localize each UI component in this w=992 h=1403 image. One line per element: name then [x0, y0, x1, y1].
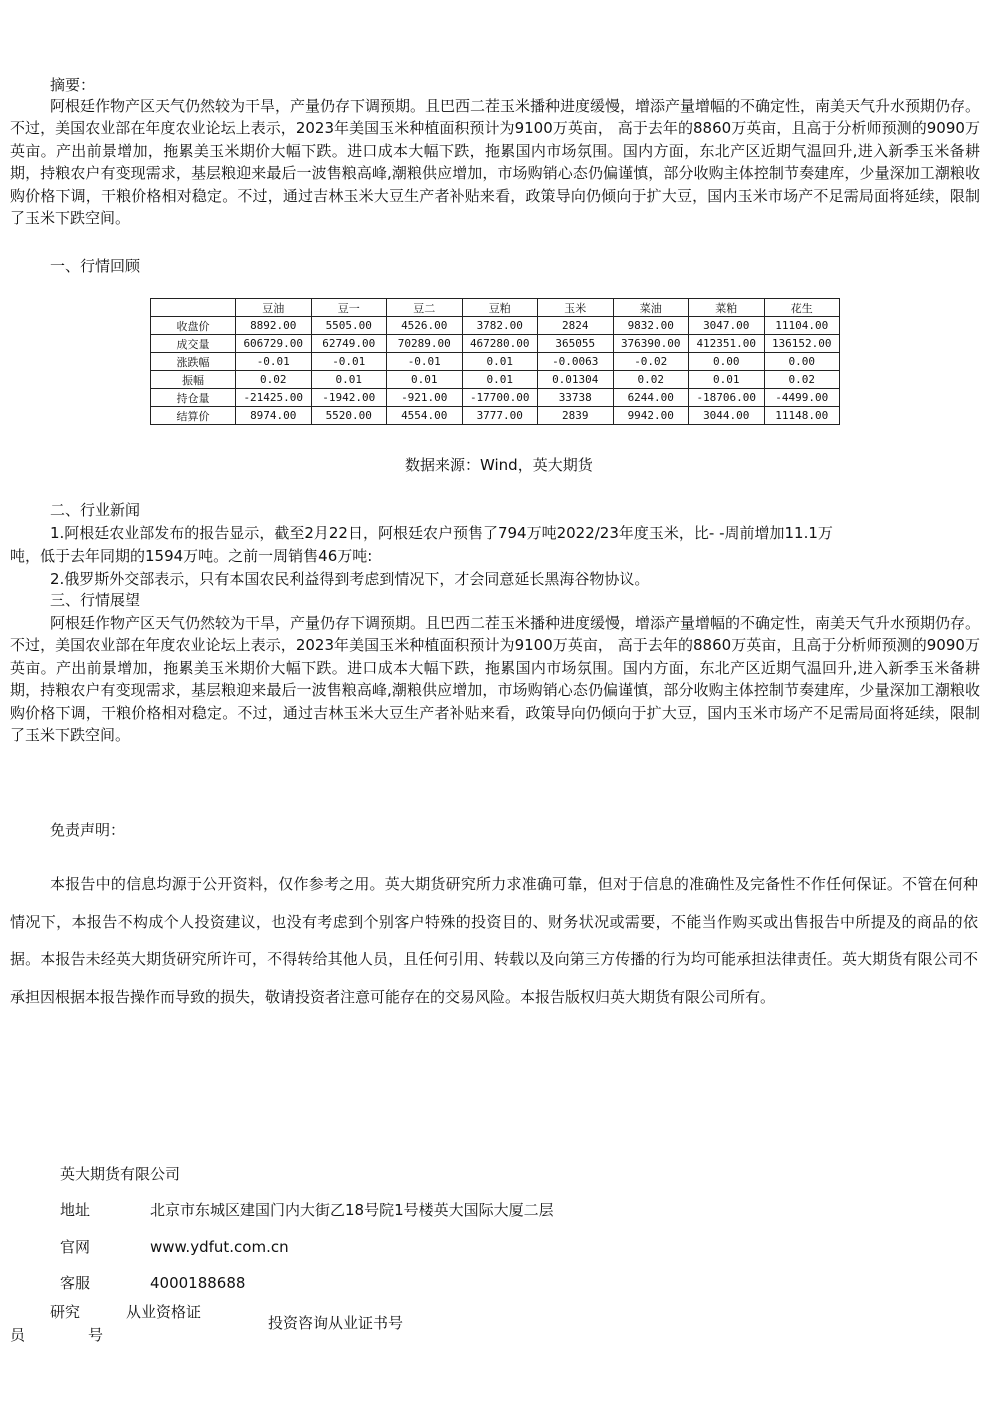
- table-cell: 0.02: [613, 371, 689, 389]
- table-cell: 365055: [538, 335, 614, 353]
- column-header: 菜油: [613, 299, 689, 317]
- table-cell: 3047.00: [689, 317, 765, 335]
- table-cell: 0.01: [462, 371, 538, 389]
- market-review-heading: 一、行情回顾: [50, 257, 141, 275]
- table-cell: -0.0063: [538, 353, 614, 371]
- row-header: 持仓量: [151, 389, 236, 407]
- summary-body: 阿根廷作物产区天气仍然较为干旱，产量仍存下调预期。且巴西二茬玉米播种进度缓慢，增添产量增幅的不确定性，南美天气升水预期仍存。不过，美国农业部在年度农业论坛上表示，2023年美国玉米种植面积预计为9100万英亩， 高于去年的8860万英亩，且高于分析师预测的9090万英亩。产出前景增加，拖累美玉米期价大幅下跌。进口成本大幅下跌，拖累国内市场氛围。国内方面，东北产区近期气温回升,进入新季玉米备耕期，持粮农户有变现需求，基层粮迎来最后一波售粮高峰,潮粮供应增加，市场购销心态仍偏谨慎，部分收购主体控制节奏建库，少量深加工潮粮收购价格下调，干粮价格相对稳定。不过，通过吉林玉米大豆生产者补贴来看，政策导向仍倾向于扩大豆，国内玉米市场产不足需局面将延续，限制了玉米下跌空间。: [10, 97, 981, 228]
- table-cell: 0.02: [236, 371, 312, 389]
- outlook-heading: 三、行情展望: [50, 591, 141, 609]
- column-header: 花生: [764, 299, 840, 317]
- news-heading: 二、行业新闻: [50, 501, 141, 519]
- address-value: 北京市东城区建国门内大街乙18号院1号楼英大国际大厦二层: [150, 1201, 554, 1219]
- table-corner-cell: [151, 299, 236, 317]
- table-cell: 3777.00: [462, 407, 538, 425]
- table-cell: -18706.00: [689, 389, 765, 407]
- column-header: 豆一: [311, 299, 387, 317]
- table-cell: 0.00: [689, 353, 765, 371]
- table-cell: 4554.00: [387, 407, 463, 425]
- table-cell: 412351.00: [689, 335, 765, 353]
- table-cell: 0.01: [462, 353, 538, 371]
- summary-heading: 摘要：: [50, 76, 96, 94]
- table-cell: -921.00: [387, 389, 463, 407]
- table-cell: 5520.00: [311, 407, 387, 425]
- table-row: [151, 335, 840, 353]
- table-cell: 8892.00: [236, 317, 312, 335]
- table-cell: -0.01: [387, 353, 463, 371]
- table-cell: -0.02: [613, 353, 689, 371]
- outlook-body: 阿根廷作物产区天气仍然较为干旱，产量仍存下调预期。且巴西二茬玉米播种进度缓慢，增添产量增幅的不确定性，南美天气升水预期仍存。不过，美国农业部在年度农业论坛上表示，2023年美国玉米种植面积预计为9100万英亩， 高于去年的8860万英亩，且高于分析师预测的9090万英亩。产出前景增加，拖累美玉米期价大幅下跌。进口成本大幅下跌，拖累国内市场氛围。国内方面，东北产区近期气温回升,进入新季玉米备耕期，持粮农户有变现需求，基层粮迎来最后一波售粮高峰,潮粮供应增加，市场购销心态仍偏谨慎，部分收购主体控制节奏建库，少量深加工潮粮收购价格下调，干粮价格相对稳定。不过，通过吉林玉米大豆生产者补贴来看，政策导向仍倾向于扩大豆，国内玉米市场产不足需局面将延续，限制了玉米下跌空间。: [10, 614, 981, 745]
- column-header: 豆油: [236, 299, 312, 317]
- table-cell: 3782.00: [462, 317, 538, 335]
- staff-col-qualification-line-2: 号: [88, 1326, 104, 1344]
- service-phone: 4000188688: [150, 1274, 246, 1292]
- table-cell: -21425.00: [236, 389, 312, 407]
- table-cell: 70289.00: [387, 335, 463, 353]
- table-cell: 3044.00: [689, 407, 765, 425]
- table-cell: 6244.00: [613, 389, 689, 407]
- row-header: 振幅: [151, 371, 236, 389]
- table-cell: 9832.00: [613, 317, 689, 335]
- website-label: 官网: [60, 1238, 91, 1256]
- staff-col-consulting-cert: 投资咨询从业证书号: [268, 1314, 404, 1332]
- table-header-row: [151, 299, 840, 317]
- news-item-1-line-2: 吨，低于去年同期的1594万吨。之前一周销售46万吨:: [10, 547, 373, 565]
- row-header: 结算价: [151, 407, 236, 425]
- service-label: 客服: [60, 1274, 91, 1292]
- company-name: 英大期货有限公司: [60, 1165, 181, 1183]
- table-row: [151, 371, 840, 389]
- table-cell: 33738: [538, 389, 614, 407]
- table-cell: 0.01: [689, 371, 765, 389]
- news-item-2: 2.俄罗斯外交部表示，只有本国农民利益得到考虑到情况下，才会同意延长黑海谷物协议。: [50, 570, 650, 588]
- address-label: 地址: [60, 1201, 91, 1219]
- news-item-1-line-1: 1.阿根廷农业部发布的报告显示，截至2月22日，阿根廷农户预售了794万吨2022/23年度玉米，比- -周前增加11.1万: [50, 524, 833, 542]
- table-cell: 0.01: [311, 371, 387, 389]
- row-header: 成交量: [151, 335, 236, 353]
- table-cell: 11104.00: [764, 317, 840, 335]
- table-cell: 136152.00: [764, 335, 840, 353]
- table-cell: 0.01: [387, 371, 463, 389]
- table-cell: 4526.00: [387, 317, 463, 335]
- column-header: 豆粕: [462, 299, 538, 317]
- table-cell: 5505.00: [311, 317, 387, 335]
- table-row: [151, 389, 840, 407]
- table-cell: 11148.00: [764, 407, 840, 425]
- table-row: [151, 353, 840, 371]
- table-cell: -4499.00: [764, 389, 840, 407]
- table-cell: 8974.00: [236, 407, 312, 425]
- table-cell: -0.01: [236, 353, 312, 371]
- market-quotes-table: [150, 298, 840, 425]
- column-header: 豆二: [387, 299, 463, 317]
- table-cell: 62749.00: [311, 335, 387, 353]
- table-row: [151, 407, 840, 425]
- disclaimer-body: 本报告中的信息均源于公开资料，仅作参考之用。英大期货研究所力求准确可靠，但对于信息的准确性及完备性不作任何保证。不管在何种情况下，本报告不构成个人投资建议，也没有考虑到个别客户特殊的投资目的、财务状况或需要，不能当作购买或出售报告中所提及的商品的依据。本报告未经英大期货研究所许可，不得转给其他人员，且任何引用、转载以及向第三方传播的行为均可能承担法律责任。英大期货有限公司不承担因根据本报告操作而导致的损失，敬请投资者注意可能存在的交易风险。本报告版权归英大期货有限公司所有。: [10, 875, 978, 1006]
- table-cell: 2824: [538, 317, 614, 335]
- staff-col-researcher-line-1: 研究: [50, 1303, 81, 1321]
- data-source-caption: 数据来源：Wind，英大期货: [405, 456, 593, 474]
- column-header: 玉米: [538, 299, 614, 317]
- table-cell: -1942.00: [311, 389, 387, 407]
- table-cell: 0.00: [764, 353, 840, 371]
- table-cell: 606729.00: [236, 335, 312, 353]
- staff-col-qualification-line-1: 从业资格证: [126, 1303, 202, 1321]
- column-header: 菜粕: [689, 299, 765, 317]
- table-cell: 2839: [538, 407, 614, 425]
- row-header: 涨跌幅: [151, 353, 236, 371]
- table-cell: 376390.00: [613, 335, 689, 353]
- disclaimer-heading: 免责声明：: [50, 821, 126, 839]
- table-cell: 9942.00: [613, 407, 689, 425]
- row-header: 收盘价: [151, 317, 236, 335]
- table-cell: -0.01: [311, 353, 387, 371]
- table-row: [151, 317, 840, 335]
- table-cell: 0.01304: [538, 371, 614, 389]
- website-link[interactable]: www.ydfut.com.cn: [150, 1238, 289, 1256]
- table-cell: 467280.00: [462, 335, 538, 353]
- table-cell: -17700.00: [462, 389, 538, 407]
- staff-col-researcher-line-2: 员: [10, 1326, 26, 1344]
- table-cell: 0.02: [764, 371, 840, 389]
